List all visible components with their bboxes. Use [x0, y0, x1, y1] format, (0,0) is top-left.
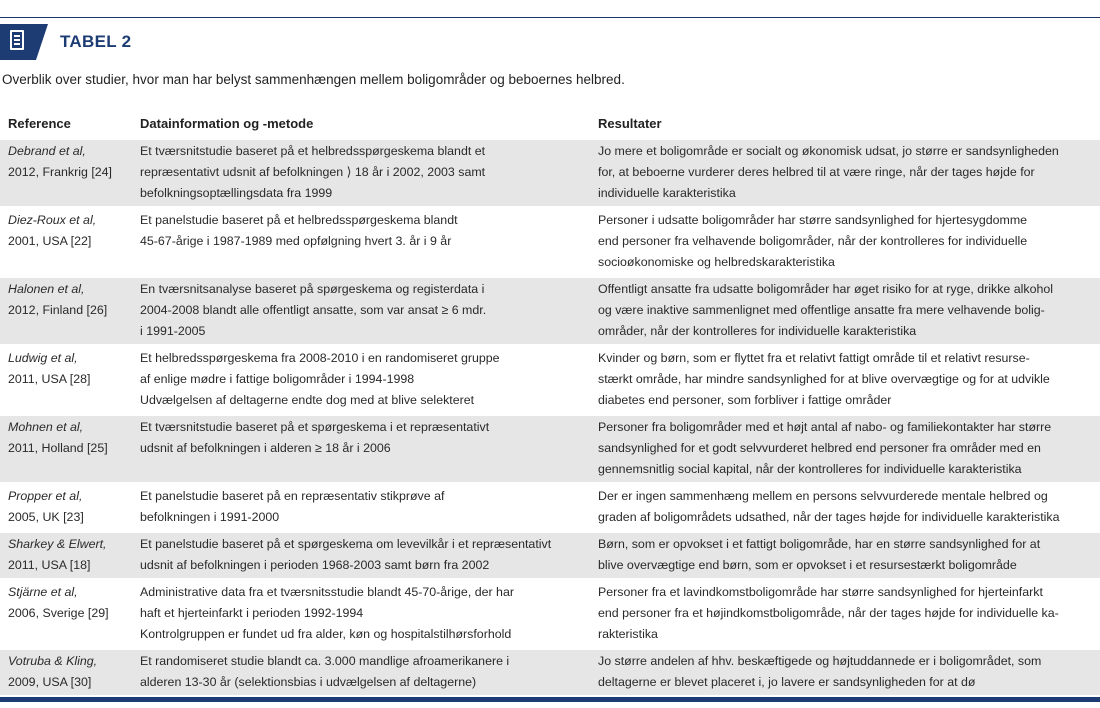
method-cell [132, 277, 590, 346]
method-cell [132, 139, 590, 208]
table-row [0, 580, 1100, 649]
method-line: 2004-2008 blandt alle offentligt ansatte, som var ansat ≥ 6 mdr. [140, 303, 487, 317]
result-cell [590, 346, 1100, 415]
method-line: Administrative data fra et tværsnitsstudie blandt 45-70-årige, der har [140, 585, 514, 599]
result-cell [590, 139, 1100, 208]
method-line: Et randomiseret studie blandt ca. 3.000 mandlige afroamerikanere i [140, 654, 510, 668]
method-line: alderen 13-30 år (selektionsbias i udvælgelsen af deltagerne) [140, 675, 477, 689]
method-cell [132, 532, 590, 580]
method-line: Et tværsnitstudie baseret på et helbredsspørgeskema blandt et [140, 144, 486, 158]
reference-cell [0, 415, 132, 484]
reference-year-country: 2011, Holland [25] [8, 441, 108, 455]
method-line: Et helbredsspørgeskema fra 2008-2010 i en randomiseret gruppe [140, 351, 500, 365]
result-line: socioøkonomiske og helbredskarakteristika [598, 255, 835, 269]
column-header-results: Resultater [598, 116, 662, 131]
icon-box [0, 24, 36, 60]
reference-year-country: 2011, USA [28] [8, 372, 91, 386]
result-line: deltagerne er blevet placeret i, jo lavere er sandsynligheden for at dø [598, 675, 976, 689]
method-cell [132, 208, 590, 277]
result-cell [590, 532, 1100, 580]
reference-year-country: 2009, USA [30] [8, 675, 92, 689]
column-header-reference: Reference [8, 116, 71, 131]
table-row [0, 139, 1100, 208]
method-line: haft et hjerteinfarkt i perioden 1992-1994 [140, 606, 364, 620]
method-cell [132, 346, 590, 415]
result-cell [590, 649, 1100, 696]
result-line: områder, når der kontrolleres for individuelle karakteristika [598, 324, 917, 338]
result-cell [590, 415, 1100, 484]
result-cell [590, 277, 1100, 346]
result-line: stærkt område, har mindre sandsynlighed for at blive overvægtige og for at udvikle [598, 372, 1050, 386]
result-line: Personer fra boligområder med et højt antal af nabo- og familiekontakter har større [598, 420, 1052, 434]
result-line: Personer fra et lavindkomstboligområde har større sandsynlighed for hjerteinfarkt [598, 585, 1043, 599]
table-row [0, 532, 1100, 580]
table-row [0, 208, 1100, 277]
result-cell [590, 208, 1100, 277]
result-line: gennemsnitlig social kapital, når der kontrolleres for individuelle karakteristika [598, 462, 1022, 476]
reference-authors: Debrand et al, [8, 144, 86, 158]
reference-year-country: 2005, UK [23] [8, 510, 84, 524]
reference-cell [0, 346, 132, 415]
method-line: Udvælgelsen af deltagerne endte dog med at blive selekteret [140, 393, 475, 407]
studies-table [0, 110, 1100, 695]
reference-cell [0, 208, 132, 277]
reference-cell [0, 580, 132, 649]
result-line: end personer fra et højindkomstboligområde, når der tages højde for individuelle ka- [598, 606, 1059, 620]
reference-authors: Propper et al, [8, 489, 83, 503]
reference-year-country: 2001, USA [22] [8, 234, 92, 248]
result-line: Personer i udsatte boligområder har større sandsynlighed for hjertesygdomme [598, 213, 1028, 227]
result-line: Der er ingen sammenhæng mellem en persons selvvurderede mentale helbred og [598, 489, 1048, 503]
reference-authors: Stjärne et al, [8, 585, 78, 599]
table-row [0, 649, 1100, 696]
result-line: graden af boligområdets udsathed, når der tages højde for individuelle karakteristika [598, 510, 1060, 524]
table-header-bar [0, 24, 1100, 60]
reference-year-country: 2011, USA [18] [8, 558, 91, 572]
method-line: Et panelstudie baseret på et helbredsspørgeskema blandt [140, 213, 458, 227]
column-header-method: Datainformation og -metode [140, 116, 314, 131]
method-cell [132, 580, 590, 649]
bottom-rule [0, 697, 1100, 702]
method-line: udsnit af befolkningen i alderen ≥ 18 år i 2006 [140, 441, 391, 455]
method-line: Et panelstudie baseret på et spørgeskema om levevilkår i et repræsentativt [140, 537, 552, 551]
reference-cell [0, 277, 132, 346]
result-cell [590, 484, 1100, 532]
result-line: Jo større andelen af hhv. beskæftigede og højtuddannede er i boligområdet, som [598, 654, 1042, 668]
result-line: individuelle karakteristika [598, 186, 736, 200]
result-line: rakteristika [598, 627, 658, 641]
reference-authors: Ludwig et al, [8, 351, 78, 365]
method-line: repræsentativt udsnit af befolkningen ⟩ 18 år i 2002, 2003 samt [140, 165, 486, 179]
method-line: udsnit af befolkningen i perioden 1968-2003 samt børn fra 2002 [140, 558, 490, 572]
method-line: af enlige mødre i fattige boligområder i 1994-1998 [140, 372, 415, 386]
method-line: Et tværsnitstudie baseret på et spørgeskema i et repræsentativt [140, 420, 490, 434]
reference-cell [0, 532, 132, 580]
method-line: Et panelstudie baseret på en repræsentativ stikprøve af [140, 489, 445, 503]
table-row [0, 415, 1100, 484]
method-line: En tværsnitsanalyse baseret på spørgeskema og registerdata i [140, 282, 485, 296]
table-row [0, 277, 1100, 346]
result-line: og være inaktive sammenlignet med offentlige ansatte fra mere velhavende bolig- [598, 303, 1045, 317]
result-line: diabetes end personer, som forbliver i fattige områder [598, 393, 892, 407]
result-line: Offentligt ansatte fra udsatte boligområder har øget risiko for at ryge, drikke alkohol [598, 282, 1054, 296]
result-line: Kvinder og børn, som er flyttet fra et relativt fattigt område til et relativt resurse- [598, 351, 1030, 365]
method-line: befolkningsoptællingsdata fra 1999 [140, 186, 333, 200]
reference-year-country: 2012, Frankrig [24] [8, 165, 113, 179]
method-cell [132, 415, 590, 484]
method-line: befolkningen i 1991-2000 [140, 510, 280, 524]
result-line: Jo mere et boligområde er socialt og økonomisk udsat, jo større er sandsynligheden [598, 144, 1059, 158]
method-line: i 1991-2005 [140, 324, 206, 338]
reference-authors: Votruba & Kling, [8, 654, 98, 668]
method-cell [132, 484, 590, 532]
table-title: TABEL 2 [60, 32, 132, 51]
reference-cell [0, 649, 132, 696]
table-row [0, 346, 1100, 415]
reference-year-country: 2006, Sverige [29] [8, 606, 109, 620]
reference-cell [0, 484, 132, 532]
reference-cell [0, 139, 132, 208]
method-line: 45-67-årige i 1987-1989 med opfølgning hvert 3. år i 9 år [140, 234, 452, 248]
reference-year-country: 2012, Finland [26] [8, 303, 108, 317]
result-line: sandsynlighed for et godt selvvurderet helbred end personer fra områder med en [598, 441, 1041, 455]
result-line: Børn, som er opvokset i et fattigt boligområde, har en større sandsynlighed for at [598, 537, 1041, 551]
result-cell [590, 580, 1100, 649]
result-line: end personer fra velhavende boligområder, når der kontrolleres for individuelle [598, 234, 1028, 248]
reference-authors: Diez-Roux et al, [8, 213, 97, 227]
table-header-row [0, 110, 1100, 139]
result-line: blive overvægtige end børn, som er opvokset i et resursestærkt boligområde [598, 558, 1017, 572]
method-cell [132, 649, 590, 696]
method-line: Kontrolgruppen er fundet ud fra alder, køn og hospitalstilhørsforhold [140, 627, 512, 641]
document-list-icon [10, 30, 24, 50]
reference-authors: Sharkey & Elwert, [8, 537, 107, 551]
top-rule [0, 17, 1100, 18]
table-subtitle: Overblik over studier, hvor man har belyst sammenhængen mellem boligområder og beboernes helbred. [2, 72, 625, 87]
result-line: for, at beboerne vurderer deres helbred til at være ringe, når der tages højde for [598, 165, 1035, 179]
reference-authors: Mohnen et al, [8, 420, 84, 434]
table-row [0, 484, 1100, 532]
reference-authors: Halonen et al, [8, 282, 85, 296]
